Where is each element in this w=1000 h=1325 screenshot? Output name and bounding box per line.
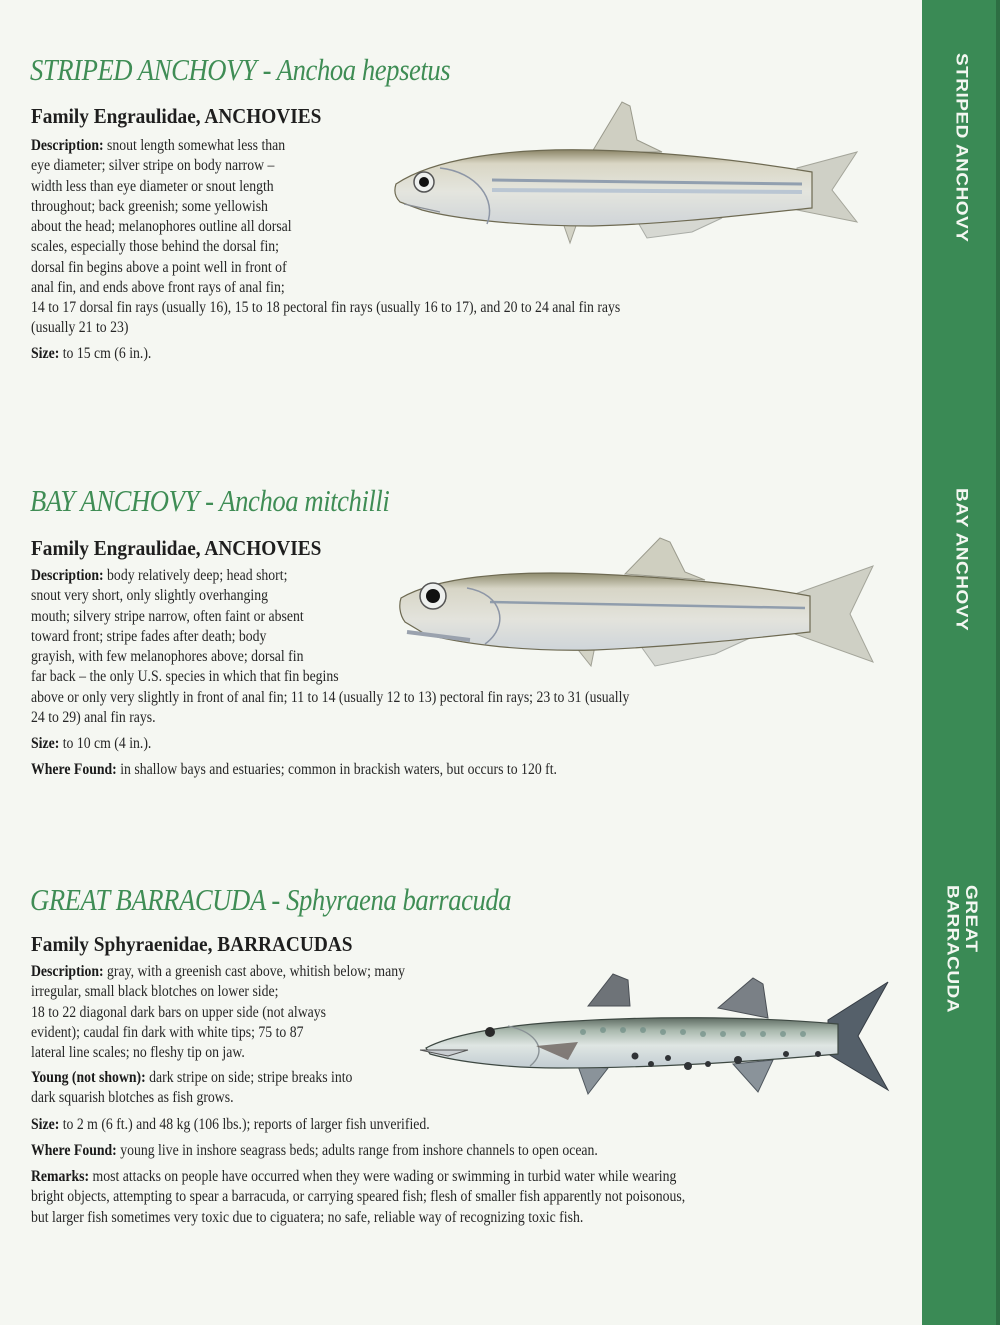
side-tab-great-barracuda[interactable]: GREAT BARRACUDA [943, 885, 980, 1013]
description-label: Description: [31, 137, 104, 154]
great-barracuda-illustration [418, 970, 896, 1098]
remarks-line: most attacks on people have occurred when they were wading or swimming in turbid water while wearing [92, 1168, 677, 1185]
side-tab-strip [922, 0, 1000, 1325]
description-line: above or only very slightly in front of anal fin; 11 to 14 (usually 12 to 13) pectoral fin rays; 23 to 31 (usually [31, 689, 630, 706]
size-value: to 10 cm (4 in.). [62, 735, 152, 752]
remarks-block [31, 1167, 891, 1228]
bay-anchovy-illustration [395, 534, 875, 672]
where-found-value: young live in inshore seagrass beds; adults range from inshore channels to open ocean. [120, 1142, 598, 1159]
description-line: evident); caudal fin dark with white tips; 75 to 87 [31, 1023, 304, 1041]
description-line: lateral line scales; no fleshy tip on jaw. [31, 1044, 245, 1062]
description-label: Description: [31, 567, 104, 584]
description-label: Description: [31, 963, 104, 980]
striped-anchovy-illustration [392, 100, 862, 248]
side-tab-striped-anchovy[interactable]: STRIPED ANCHOVY [952, 52, 971, 243]
side-tab-bay-anchovy[interactable]: BAY ANCHOVY [952, 488, 971, 632]
size-value: to 15 cm (6 in.). [62, 345, 152, 362]
young-line: dark squarish blotches as fish grows. [31, 1089, 234, 1107]
description-line: anal fin, and ends above front rays of anal fin; [31, 279, 285, 297]
description-line: throughout; back greenish; some yellowish [31, 197, 268, 215]
description-line: body relatively deep; head short; [107, 567, 288, 584]
description-line: (usually 21 to 23) [31, 319, 129, 337]
description-line: eye diameter; silver stripe on body narrow – [31, 157, 275, 175]
size-label: Size: [31, 1116, 60, 1133]
description-line: dorsal fin begins above a point well in front of [31, 258, 287, 276]
size-label: Size: [31, 735, 60, 752]
description-line: mouth; silvery stripe narrow, often faint or absent [31, 607, 304, 625]
description-continuation [31, 298, 805, 339]
size-value: to 2 m (6 ft.) and 48 kg (106 lbs.); reports of larger fish unverified. [62, 1116, 430, 1133]
where-found-value: in shallow bays and estuaries; common in brackish waters, but occurs to 120 ft. [120, 761, 557, 778]
description-line: snout very short, only slightly overhanging [31, 587, 268, 605]
size-block [31, 344, 375, 364]
description-line: toward front; stripe fades after death; body [31, 627, 267, 645]
size-block [31, 1115, 805, 1135]
description-line: snout length somewhat less than [107, 137, 286, 154]
description-block [31, 136, 392, 298]
description-line: far back – the only U.S. species in which that fin begins [31, 668, 339, 686]
young-block [31, 1068, 461, 1109]
remarks-line: bright objects, attempting to spear a barracuda, or carrying speared fish; flesh of smaller fish apparently not poisonous, [31, 1188, 686, 1206]
where-found-label: Where Found: [31, 1142, 117, 1159]
description-line: 24 to 29) anal fin rays. [31, 709, 156, 727]
description-line: scales, especially those behind the dorsal fin; [31, 238, 279, 256]
where-found-block [31, 760, 805, 780]
description-line: width less than eye diameter or snout length [31, 177, 274, 195]
species-title: STRIPED ANCHOVY - Anchoa hepsetus [30, 52, 451, 87]
young-label: Young (not shown): [31, 1069, 146, 1086]
description-line: gray, with a greenish cast above, whitish below; many [107, 963, 405, 980]
family-heading: Family Engraulidae, ANCHOVIES [31, 536, 322, 560]
description-line: 18 to 22 diagonal dark bars on upper side (not always [31, 1003, 327, 1021]
where-found-block [31, 1141, 805, 1161]
description-line: grayish, with few melanophores above; dorsal fin [31, 648, 304, 666]
size-block [31, 734, 375, 754]
description-block [31, 566, 435, 688]
species-title: GREAT BARRACUDA - Sphyraena barracuda [30, 882, 512, 917]
size-label: Size: [31, 345, 60, 362]
description-continuation [31, 688, 805, 729]
remarks-label: Remarks: [31, 1168, 90, 1185]
description-line: about the head; melanophores outline all dorsal [31, 218, 292, 236]
young-line: dark stripe on side; stripe breaks into [149, 1069, 353, 1086]
where-found-label: Where Found: [31, 761, 117, 778]
species-title: BAY ANCHOVY - Anchoa mitchilli [30, 483, 390, 518]
description-line: irregular, small black blotches on lower side; [31, 983, 279, 1001]
remarks-line: but larger fish sometimes very toxic due to ciguatera; no safe, reliable way of recognizing toxic fish. [31, 1208, 584, 1226]
description-line: 14 to 17 dorsal fin rays (usually 16), 15 to 18 pectoral fin rays (usually 16 to 17), and 20 to 24 anal fin rays [31, 299, 621, 316]
family-heading: Family Engraulidae, ANCHOVIES [31, 104, 322, 128]
family-heading: Family Sphyraenidae, BARRACUDAS [31, 932, 353, 956]
